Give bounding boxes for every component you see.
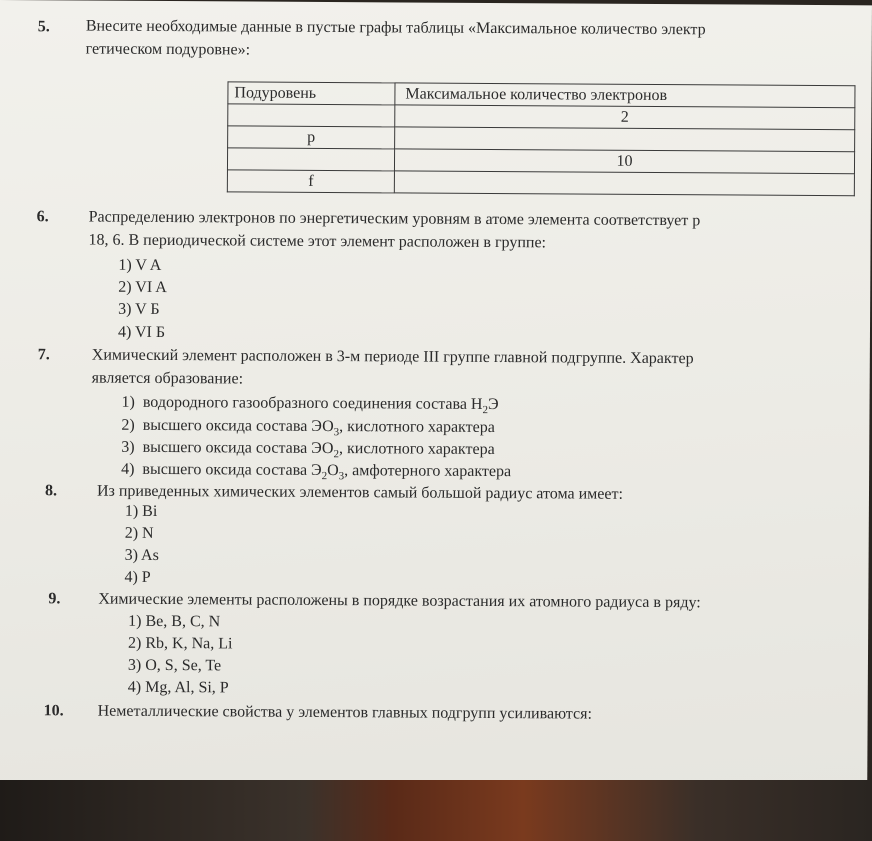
question-8-option-4[interactable]: 4) P: [124, 568, 151, 586]
question-5-text-line1: Внесите необходимые данные в пустые графы таблицы «Максимальное количество электр: [85, 17, 706, 39]
table-cell: p: [228, 126, 395, 149]
question-7-text-line2: является образование:: [91, 369, 244, 388]
question-9-option-1[interactable]: 1) Be, B, C, N: [128, 612, 221, 631]
table-header-max-electrons: Максимальное количество электронов: [395, 83, 855, 108]
question-6-text-line1: Распределению электронов по энергетическим уровням в атоме элемента соответствует р: [88, 208, 701, 230]
background-surface: [0, 780, 872, 841]
question-5-number: 5.: [37, 18, 50, 36]
question-8-option-1[interactable]: 1) Bi: [124, 502, 158, 520]
question-8-number: 8.: [44, 482, 58, 500]
question-9-option-3[interactable]: 3) O, S, Se, Te: [127, 656, 222, 675]
question-9-option-2[interactable]: 2) Rb, K, Na, Li: [128, 634, 233, 653]
question-7-number: 7.: [37, 346, 50, 364]
question-6-option-4[interactable]: 4) VI Б: [117, 323, 166, 342]
question-7-option-1[interactable]: 1) водородного газообразного соединения состава $H_2Э$: [121, 393, 499, 417]
question-7-option-2[interactable]: 2) высшего оксида состава $ЭО_3$, кислотного характера: [121, 416, 495, 439]
question-9-option-4[interactable]: 4) Mg, Al, Si, P: [127, 678, 229, 697]
table-row: [227, 170, 854, 196]
table-cell: f: [227, 170, 394, 193]
question-6-number: 6.: [36, 208, 49, 226]
question-6-option-3[interactable]: 3) V Б: [118, 300, 160, 318]
question-9-number: 9.: [48, 590, 61, 608]
table-cell[interactable]: [228, 104, 395, 127]
question-8-option-2[interactable]: 2) N: [124, 524, 154, 542]
question-8-option-3[interactable]: 3) As: [124, 546, 159, 564]
table-header-sublevel: Подуровень: [228, 82, 395, 105]
question-5-text-line2: гетическом подуровне»:: [85, 40, 251, 59]
question-8-text-line1: Из приведенных химических элементов самый большой радиус атома имеет:: [96, 482, 623, 503]
table-cell: 10: [394, 149, 854, 174]
table-cell[interactable]: [394, 171, 854, 196]
question-6-option-2[interactable]: 2) VI A: [118, 278, 167, 297]
question-7-option-4[interactable]: 4) высшего оксида состава $Э_2О_3$, амфотерного характера: [121, 460, 512, 483]
question-10-number: 10.: [43, 702, 64, 720]
question-6-option-1[interactable]: 1) V A: [118, 256, 162, 274]
question-7-text-line1: Химический элемент расположен в 3-м периоде III группе главной подгруппе. Характер: [91, 346, 694, 368]
table-cell[interactable]: [227, 148, 394, 171]
table-cell: 2: [395, 105, 855, 130]
question-7-option-3[interactable]: 3) высшего оксида состава $ЭО_2$, кислотного характера: [121, 438, 495, 461]
question-9-text-line1: Химические элементы расположены в порядке возрастания их атомного радиуса в ряду:: [98, 590, 701, 612]
sublevel-electrons-table: [227, 81, 856, 196]
question-6-text-line2: 18, 6. В периодической системе этот элемент расположен в группе:: [88, 231, 547, 252]
question-10-text-line1: Неметаллические свойства у элементов главных подгрупп усиливаются:: [97, 702, 592, 723]
table-cell[interactable]: [395, 127, 855, 152]
